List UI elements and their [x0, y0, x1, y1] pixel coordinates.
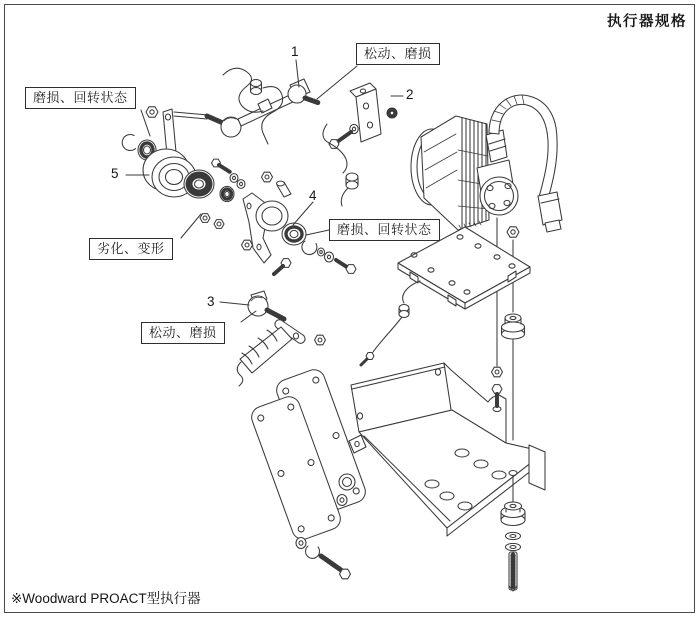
part-number-1: 1 [291, 44, 299, 59]
page-title: 执行器规格 [607, 14, 687, 30]
part-number-4: 4 [309, 188, 317, 203]
callout-loose-wear-bottom: 松动、磨损 [141, 322, 225, 344]
part-number-2: 2 [406, 87, 414, 102]
footnote: ※Woodward PROACT型执行器 [11, 591, 201, 606]
bracket-part2 [323, 83, 397, 206]
rubber-boot [240, 327, 292, 373]
callout-loose-wear-top: 松动、磨损 [356, 43, 440, 65]
actuator-motor [411, 95, 562, 232]
snap-ring [302, 241, 317, 255]
callout-wear-rotation-top: 磨损、回转状态 [25, 87, 136, 109]
snap-ring [122, 135, 135, 151]
linkage-rod-assembly [174, 68, 319, 144]
part-number-3: 3 [207, 294, 215, 309]
callout-deterioration: 劣化、变形 [89, 238, 173, 260]
part-number-5: 5 [111, 166, 119, 181]
snap-ring [306, 546, 320, 558]
bracket-base-assembly [249, 281, 545, 579]
callout-wear-rotation-mid: 磨损、回转状态 [329, 219, 440, 241]
